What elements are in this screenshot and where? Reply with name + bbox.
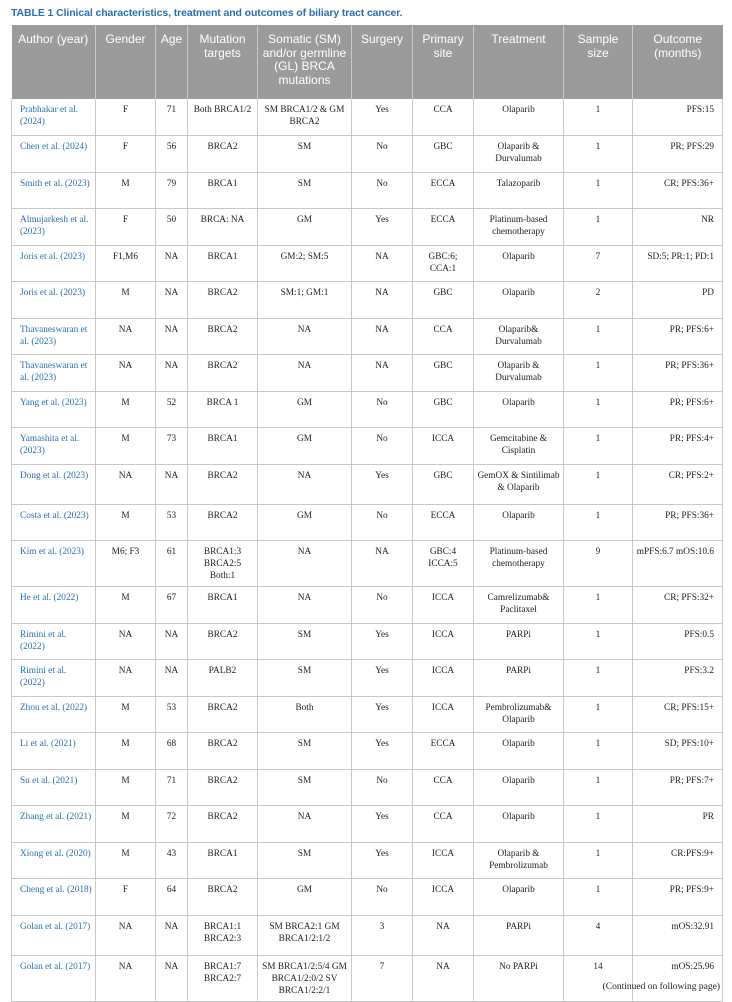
cell-mutation-targets: BRCA1:3 BRCA2:5 Both:1	[188, 541, 258, 587]
cell-gender: M	[96, 842, 156, 879]
cell-surgery: No	[352, 504, 413, 541]
cell-author[interactable]: Li et al. (2021)	[12, 733, 96, 770]
cell-sample-size: 1	[564, 806, 633, 843]
clinical-table	[11, 25, 723, 1002]
table-row	[12, 769, 723, 806]
cell-mutation-targets: BRCA: NA	[188, 209, 258, 246]
cell-treatment: Olaparib & Durvalumab	[474, 136, 564, 173]
table-row	[12, 955, 723, 1001]
cell-treatment: Olaparib	[474, 391, 564, 428]
header-mutation-targets: Mutation targets	[188, 25, 258, 99]
cell-mutation-targets: BRCA2	[188, 806, 258, 843]
cell-mutation-targets: BRCA2	[188, 355, 258, 392]
cell-sample-size: 1	[564, 769, 633, 806]
cell-primary-site: CCA	[413, 806, 474, 843]
header-author: Author (year)	[12, 25, 96, 99]
cell-brca-mutations: GM	[258, 391, 352, 428]
cell-brca-mutations: SM BRCA1/2 & GM BRCA2	[258, 99, 352, 136]
cell-treatment: Camrelizumab& Paclitaxel	[474, 587, 564, 624]
cell-sample-size: 1	[564, 172, 633, 209]
cell-brca-mutations: NA	[258, 541, 352, 587]
table-row	[12, 879, 723, 916]
table-row	[12, 428, 723, 465]
cell-sample-size: 1	[564, 136, 633, 173]
cell-sample-size: 7	[564, 245, 633, 282]
cell-brca-mutations: GM	[258, 209, 352, 246]
cell-surgery: No	[352, 769, 413, 806]
cell-age: NA	[156, 245, 188, 282]
cell-primary-site: GBC	[413, 355, 474, 392]
cell-gender: M	[96, 391, 156, 428]
cell-surgery: No	[352, 587, 413, 624]
cell-treatment: Olaparib	[474, 769, 564, 806]
cell-sample-size: 4	[564, 915, 633, 955]
cell-sample-size: 1	[564, 464, 633, 504]
cell-gender: F	[96, 879, 156, 916]
cell-gender: NA	[96, 915, 156, 955]
cell-treatment: Olaparib	[474, 879, 564, 916]
cell-gender: M	[96, 733, 156, 770]
cell-surgery: Yes	[352, 464, 413, 504]
cell-outcome: SD:5; PR:1; PD:1	[633, 245, 723, 282]
table-row	[12, 464, 723, 504]
cell-mutation-targets: PALB2	[188, 660, 258, 697]
cell-age: 79	[156, 172, 188, 209]
cell-gender: NA	[96, 464, 156, 504]
cell-primary-site: GBC	[413, 136, 474, 173]
cell-age: NA	[156, 464, 188, 504]
table-row	[12, 806, 723, 843]
table-row	[12, 504, 723, 541]
cell-outcome: PD	[633, 282, 723, 319]
cell-outcome: PR; PFS:6+	[633, 391, 723, 428]
table-row	[12, 587, 723, 624]
cell-mutation-targets: BRCA2	[188, 623, 258, 660]
cell-age: NA	[156, 660, 188, 697]
cell-primary-site: GBC	[413, 282, 474, 319]
cell-surgery: Yes	[352, 99, 413, 136]
cell-brca-mutations: SM	[258, 733, 352, 770]
cell-primary-site: CCA	[413, 318, 474, 355]
cell-gender: M	[96, 696, 156, 733]
cell-gender: M	[96, 769, 156, 806]
cell-age: 52	[156, 391, 188, 428]
cell-gender: F	[96, 136, 156, 173]
cell-gender: M	[96, 282, 156, 319]
cell-surgery: No	[352, 172, 413, 209]
cell-primary-site: ECCA	[413, 172, 474, 209]
cell-outcome: mPFS:6.7 mOS:10.6	[633, 541, 723, 587]
cell-treatment: No PARPi	[474, 955, 564, 1001]
cell-surgery: Yes	[352, 660, 413, 697]
table-row	[12, 355, 723, 392]
cell-brca-mutations: SM	[258, 660, 352, 697]
cell-gender: M	[96, 587, 156, 624]
table-row	[12, 391, 723, 428]
cell-sample-size: 1	[564, 391, 633, 428]
cell-outcome: PFS:0.5	[633, 623, 723, 660]
cell-gender: M	[96, 428, 156, 465]
header-treatment: Treatment	[474, 25, 564, 99]
cell-author[interactable]: Joris et al. (2023)	[12, 282, 96, 319]
cell-mutation-targets: BRCA2	[188, 464, 258, 504]
cell-author[interactable]: Cheng et al. (2018)	[12, 879, 96, 916]
cell-sample-size: 1	[564, 696, 633, 733]
cell-treatment: Platinum-based chemotherapy	[474, 209, 564, 246]
cell-surgery: No	[352, 136, 413, 173]
cell-primary-site: ECCA	[413, 733, 474, 770]
cell-age: 73	[156, 428, 188, 465]
cell-outcome: CR; PFS:36+	[633, 172, 723, 209]
cell-outcome: PFS:3.2	[633, 660, 723, 697]
cell-author[interactable]: Xiong et al. (2020)	[12, 842, 96, 879]
cell-surgery: 3	[352, 915, 413, 955]
cell-age: 56	[156, 136, 188, 173]
cell-sample-size: 1	[564, 660, 633, 697]
cell-brca-mutations: NA	[258, 318, 352, 355]
cell-primary-site: ICCA	[413, 696, 474, 733]
cell-primary-site: GBC:6; CCA:1	[413, 245, 474, 282]
cell-mutation-targets: Both BRCA1/2	[188, 99, 258, 136]
cell-author[interactable]: Smith et al. (2023)	[12, 172, 96, 209]
cell-age: NA	[156, 318, 188, 355]
cell-brca-mutations: SM BRCA1/2:5/4 GM BRCA1/2:0/2 SV BRCA1/2:2/1	[258, 955, 352, 1001]
cell-sample-size: 1	[564, 504, 633, 541]
cell-age: NA	[156, 282, 188, 319]
cell-outcome: PR; PFS:36+	[633, 355, 723, 392]
cell-mutation-targets: BRCA2	[188, 282, 258, 319]
cell-surgery: 7	[352, 955, 413, 1001]
table-row	[12, 915, 723, 955]
cell-age: NA	[156, 915, 188, 955]
cell-author[interactable]: Almujarkesh et al. (2023)	[12, 209, 96, 246]
cell-treatment: PARPi	[474, 623, 564, 660]
table-row	[12, 623, 723, 660]
cell-age: 64	[156, 879, 188, 916]
cell-treatment: Talazoparib	[474, 172, 564, 209]
cell-outcome: CR; PFS:2+	[633, 464, 723, 504]
table-row	[12, 660, 723, 697]
cell-outcome: PR; PFS:6+	[633, 318, 723, 355]
cell-mutation-targets: BRCA2	[188, 769, 258, 806]
header-sample-size: Sample size	[564, 25, 633, 99]
cell-mutation-targets: BRCA1:1 BRCA2:3	[188, 915, 258, 955]
cell-brca-mutations: GM:2; SM:5	[258, 245, 352, 282]
table-row	[12, 541, 723, 587]
cell-author[interactable]: Prabhakar et al. (2024)	[12, 99, 96, 136]
cell-age: 61	[156, 541, 188, 587]
cell-outcome: PR	[633, 806, 723, 843]
cell-treatment: PARPi	[474, 915, 564, 955]
cell-author[interactable]: Chen et al. (2024)	[12, 136, 96, 173]
cell-outcome: PR; PFS:29	[633, 136, 723, 173]
cell-author[interactable]: Rimini et al. (2022)	[12, 623, 96, 660]
cell-outcome: CR; PFS:32+	[633, 587, 723, 624]
table-label: TABLE 1	[11, 7, 54, 19]
cell-brca-mutations: SM	[258, 136, 352, 173]
table-row	[12, 842, 723, 879]
cell-mutation-targets: BRCA2	[188, 136, 258, 173]
cell-mutation-targets: BRCA2	[188, 696, 258, 733]
cell-author[interactable]: Zhang et al. (2021)	[12, 806, 96, 843]
cell-treatment: Platinum-based chemotherapy	[474, 541, 564, 587]
cell-outcome: CR; PFS:15+	[633, 696, 723, 733]
cell-author[interactable]: Yamashita et al. (2023)	[12, 428, 96, 465]
cell-treatment: Olaparib	[474, 733, 564, 770]
cell-brca-mutations: GM	[258, 504, 352, 541]
cell-treatment: Pembrolizumab& Olaparib	[474, 696, 564, 733]
cell-author[interactable]: Thavaneswaran et al. (2023)	[12, 355, 96, 392]
cell-brca-mutations: NA	[258, 587, 352, 624]
cell-sample-size: 1	[564, 209, 633, 246]
cell-outcome: CR:PFS:9+	[633, 842, 723, 879]
cell-outcome: PR; PFS:9+	[633, 879, 723, 916]
cell-outcome: PR; PFS:36+	[633, 504, 723, 541]
cell-surgery: Yes	[352, 806, 413, 843]
cell-surgery: No	[352, 879, 413, 916]
cell-primary-site: ICCA	[413, 428, 474, 465]
cell-mutation-targets: BRCA1	[188, 172, 258, 209]
cell-brca-mutations: SM	[258, 623, 352, 660]
cell-mutation-targets: BRCA2	[188, 318, 258, 355]
cell-surgery: NA	[352, 541, 413, 587]
cell-mutation-targets: BRCA1	[188, 842, 258, 879]
table-row	[12, 696, 723, 733]
cell-treatment: Olaparib & Durvalumab	[474, 355, 564, 392]
cell-treatment: Olaparib	[474, 282, 564, 319]
cell-primary-site: ICCA	[413, 623, 474, 660]
cell-surgery: Yes	[352, 696, 413, 733]
cell-gender: M6; F3	[96, 541, 156, 587]
cell-surgery: No	[352, 428, 413, 465]
cell-age: NA	[156, 623, 188, 660]
continued-note: (Continued on following page)	[602, 982, 720, 992]
table-row	[12, 136, 723, 173]
cell-surgery: NA	[352, 245, 413, 282]
header-brca-mutations: Somatic (SM) and/or germline (GL) BRCA mutations	[258, 25, 352, 99]
cell-primary-site: GBC	[413, 391, 474, 428]
cell-gender: F1,M6	[96, 245, 156, 282]
cell-mutation-targets: BRCA2	[188, 879, 258, 916]
cell-sample-size: 14	[564, 955, 633, 1001]
cell-author[interactable]: Su et al. (2021)	[12, 769, 96, 806]
cell-author[interactable]: Costa et al. (2023)	[12, 504, 96, 541]
cell-mutation-targets: BRCA2	[188, 733, 258, 770]
cell-surgery: Yes	[352, 623, 413, 660]
cell-gender: NA	[96, 955, 156, 1001]
cell-sample-size: 1	[564, 428, 633, 465]
cell-gender: NA	[96, 623, 156, 660]
cell-outcome: PR; PFS:4+	[633, 428, 723, 465]
cell-age: 53	[156, 696, 188, 733]
cell-author[interactable]: Golan et al. (2017)	[12, 955, 96, 1001]
cell-surgery: Yes	[352, 209, 413, 246]
cell-primary-site: ICCA	[413, 879, 474, 916]
cell-brca-mutations: NA	[258, 464, 352, 504]
cell-mutation-targets: BRCA2	[188, 504, 258, 541]
table-row	[12, 245, 723, 282]
cell-author[interactable]: Yang et al. (2023)	[12, 391, 96, 428]
cell-mutation-targets: BRCA 1	[188, 391, 258, 428]
header-row	[12, 25, 723, 99]
cell-author[interactable]: Kim et al. (2023)	[12, 541, 96, 587]
cell-mutation-targets: BRCA1	[188, 428, 258, 465]
table-row	[12, 99, 723, 136]
cell-primary-site: ECCA	[413, 504, 474, 541]
table-row	[12, 172, 723, 209]
cell-outcome: PFS:15	[633, 99, 723, 136]
cell-age: 43	[156, 842, 188, 879]
cell-outcome: NR	[633, 209, 723, 246]
table-row	[12, 318, 723, 355]
cell-treatment: Olaparib	[474, 245, 564, 282]
cell-treatment: Olaparib& Durvalumab	[474, 318, 564, 355]
table-body	[12, 99, 723, 1001]
cell-primary-site: CCA	[413, 769, 474, 806]
cell-mutation-targets: BRCA1	[188, 245, 258, 282]
table-row	[12, 733, 723, 770]
cell-brca-mutations: Both	[258, 696, 352, 733]
cell-age: 71	[156, 769, 188, 806]
cell-sample-size: 1	[564, 99, 633, 136]
cell-gender: F	[96, 99, 156, 136]
cell-brca-mutations: NA	[258, 806, 352, 843]
cell-treatment: Olaparib	[474, 806, 564, 843]
cell-author[interactable]: Zhou et al. (2022)	[12, 696, 96, 733]
cell-sample-size: 1	[564, 879, 633, 916]
cell-sample-size: 9	[564, 541, 633, 587]
cell-brca-mutations: GM	[258, 879, 352, 916]
cell-sample-size: 1	[564, 733, 633, 770]
cell-gender: F	[96, 209, 156, 246]
cell-age: 67	[156, 587, 188, 624]
cell-primary-site: ICCA	[413, 842, 474, 879]
cell-sample-size: 2	[564, 282, 633, 319]
table-row	[12, 282, 723, 319]
cell-age: 53	[156, 504, 188, 541]
cell-age: 68	[156, 733, 188, 770]
cell-sample-size: 1	[564, 842, 633, 879]
cell-mutation-targets: BRCA1	[188, 587, 258, 624]
cell-primary-site: NA	[413, 915, 474, 955]
cell-primary-site: GBC	[413, 464, 474, 504]
cell-outcome: SD; PFS:10+	[633, 733, 723, 770]
header-age: Age	[156, 25, 188, 99]
cell-gender: M	[96, 806, 156, 843]
cell-surgery: NA	[352, 282, 413, 319]
cell-primary-site: GBC:4 ICCA:5	[413, 541, 474, 587]
cell-author[interactable]: Dong et al. (2023)	[12, 464, 96, 504]
cell-age: 50	[156, 209, 188, 246]
header-surgery: Surgery	[352, 25, 413, 99]
cell-outcome: mOS:25.96	[633, 955, 723, 1001]
cell-brca-mutations: SM	[258, 842, 352, 879]
cell-sample-size: 1	[564, 623, 633, 660]
cell-surgery: Yes	[352, 733, 413, 770]
cell-gender: NA	[96, 660, 156, 697]
cell-brca-mutations: GM	[258, 428, 352, 465]
cell-author[interactable]: Golan et al. (2017)	[12, 915, 96, 955]
cell-treatment: Olaparib	[474, 99, 564, 136]
cell-author[interactable]: Joris et al. (2023)	[12, 245, 96, 282]
cell-outcome: mOS:32.91	[633, 915, 723, 955]
cell-gender: NA	[96, 318, 156, 355]
cell-brca-mutations: SM BRCA2:1 GM BRCA1/2:1/2	[258, 915, 352, 955]
cell-treatment: Olaparib & Pembrolizumab	[474, 842, 564, 879]
cell-sample-size: 1	[564, 318, 633, 355]
cell-primary-site: ICCA	[413, 587, 474, 624]
table-row	[12, 209, 723, 246]
cell-surgery: No	[352, 391, 413, 428]
cell-author[interactable]: Rimini et al. (2022)	[12, 660, 96, 697]
header-outcome: Outcome (months)	[633, 25, 723, 99]
cell-gender: M	[96, 504, 156, 541]
cell-age: 72	[156, 806, 188, 843]
cell-gender: M	[96, 172, 156, 209]
cell-brca-mutations: NA	[258, 355, 352, 392]
cell-surgery: Yes	[352, 842, 413, 879]
cell-primary-site: ECCA	[413, 209, 474, 246]
cell-mutation-targets: BRCA1:7 BRCA2:7	[188, 955, 258, 1001]
cell-brca-mutations: SM:1; GM:1	[258, 282, 352, 319]
cell-gender: NA	[96, 355, 156, 392]
table-caption	[11, 7, 402, 19]
cell-outcome: PR; PFS:7+	[633, 769, 723, 806]
cell-author[interactable]: Thavaneswaran et al. (2023)	[12, 318, 96, 355]
cell-sample-size: 1	[564, 587, 633, 624]
cell-age: NA	[156, 955, 188, 1001]
cell-age: 71	[156, 99, 188, 136]
cell-brca-mutations: SM	[258, 769, 352, 806]
header-gender: Gender	[96, 25, 156, 99]
cell-primary-site: CCA	[413, 99, 474, 136]
table-caption-text: Clinical characteristics, treatment and outcomes of biliary tract cancer.	[56, 7, 403, 19]
cell-primary-site: NA	[413, 955, 474, 1001]
cell-surgery: NA	[352, 355, 413, 392]
cell-treatment: Olaparib	[474, 504, 564, 541]
cell-age: NA	[156, 355, 188, 392]
cell-surgery: NA	[352, 318, 413, 355]
cell-sample-size: 1	[564, 355, 633, 392]
cell-author[interactable]: He et al. (2022)	[12, 587, 96, 624]
header-primary-site: Primary site	[413, 25, 474, 99]
cell-treatment: Gemcitabine & Cisplatin	[474, 428, 564, 465]
cell-treatment: GemOX & Sintilimab & Olaparib	[474, 464, 564, 504]
cell-brca-mutations: SM	[258, 172, 352, 209]
cell-primary-site: ICCA	[413, 660, 474, 697]
cell-treatment: PARPi	[474, 660, 564, 697]
